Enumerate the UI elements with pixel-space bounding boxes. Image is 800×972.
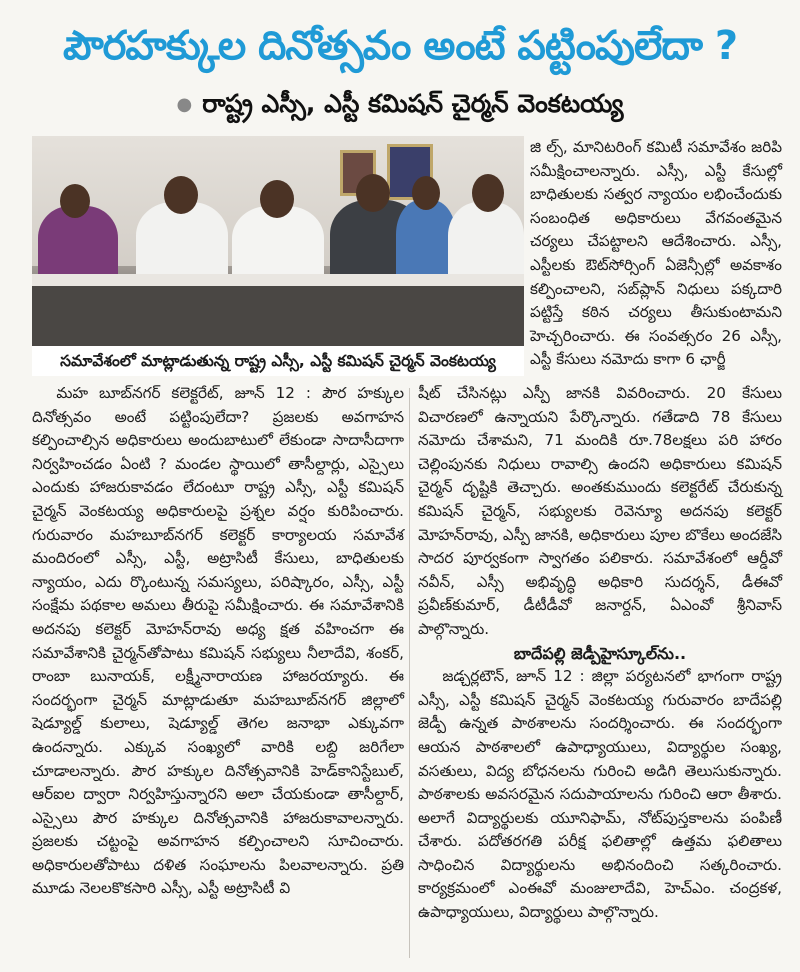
article-column-top-right [530,136,782,372]
subheadline [0,86,800,123]
bullet-icon: ● [176,94,193,115]
photo-caption: సమావేశంలో మాట్లాడుతున్న రాష్ట్ర ఎస్సీ, ఎస్టీ కమిషన్ చైర్మన్ వెంకటయ్య [32,346,524,376]
article-paragraph: జడ్చర్లటౌన్, జూన్ 12 : జిల్లా పర్యటనలో భాగంగా రాష్ట్ర ఎస్సీ, ఎస్టీ కమిషన్ చైర్మన్ వెంకటయ్య గురువారం బాదేపల్లి జెడ్పీ ఉన్నత పాఠశాలను సందర్శించారు. ఈ సందర్భంగా ఆయన పాఠశాలలో ఉపాధ్యాయులు, విద్యార్థుల సంఖ్య, వసతులు, విద్య బోధనలను గురించి అడిగి తెలుసుకున్నారు. పాఠశాలకు అవసరమైన సదుపాయాలను గురించి ఆరా తీశారు. అలాగే విద్యార్థులకు యూనిఫామ్, నోట్‌పుస్తకాలను పంపిణీ చేశారు. పదోతరగతి పరీక్ష ఫలితాల్లో ఉత్తమ ఫలితాలు సాధించిన విద్యార్థులను అభినందించి సత్కరించారు. కార్యక్రమంలో ఎంఈవో మంజులాదేవి, హెచ్‌ఎం. చంద్రకళ, ఉపాధ్యాయులు, విద్యార్థులు పాల్గొన్నారు. [418,667,782,922]
news-photo [32,136,524,346]
section-heading: బాదేపల్లి జెడ్పీహైస్కూల్‌ను.. [513,643,687,663]
article-paragraph: షీట్ చేసినట్లు ఎస్పీ జానకి వివరించారు. 20 కేసులు విచారణలో ఉన్నాయని పేర్కొన్నారు. గతేడాది 78 కేసులు నమోదు చేశామని, 71 మందికి రూ.78లక్షలు పరి హారం చెల్లింపునకు నిధులు రావాల్సి ఉందని అధికారులు కమిషన్ చైర్మన్ దృష్టికి తెచ్చారు. అంతకుముందు కలెక్టరేట్ చేరుకున్న కమిషన్ చైర్మన్, సభ్యులకు రెవెన్యూ అదనపు కలెక్టర్ మోహన్‌రావు, ఎస్పీ జానకి, అధికారులు పూల బొకేలు అందజేసి సాదర పూర్వకంగా స్వాగతం పలికారు. సమావేశంలో ఆర్డీవో నవీన్, ఎస్సీ అభివృద్ధి అధికారి సుదర్శన్, డీఈవో ప్రవీణ్‌కుమార్, డీటీడీవో జనార్దన్, ఏఎంవో శ్రీనివాస్ పాల్గొన్నారు. [418,384,782,638]
column-divider [409,388,410,958]
headline: పౌరహక్కుల దినోత్సవం అంటే పట్టింపులేదా ? [62,23,738,69]
article-paragraph: జి ల్స్, మానిటరింగ్ కమిటీ సమావేశం జరిపి సమీక్షించాలన్నారు. ఎస్సీ, ఎస్టీ కేసుల్లో బాధితులకు సత్వర న్యాయం లభించేందుకు సంబంధిత అధికారులు వేగవంతమైన చర్యలు చేపట్టాలని ఆదేశించారు. ఎస్సీ, ఎస్టీలకు ఔట్‌సోర్సింగ్ ఏజెన్సీల్లో అవకాశం కల్పించాలని, సబ్‌ప్లాన్ నిధులు పక్కదారి పట్టిస్తే కఠిన చర్యలు తీసుకుంటామని హెచ్చరించారు. ఈ సంవత్సరం 26 ఎస్సీ, ఎస్టీ కేసులు నమోదు కాగా 6 ఛార్జీ [530,138,782,369]
article-column-left [32,382,404,901]
article-column-right [418,382,782,925]
subheadline-text: రాష్ట్ర ఎస్సీ, ఎస్టీ కమిషన్ చైర్మన్ వెంకటయ్య [202,89,624,118]
article-paragraph: మహ బూబ్‌నగర్ కలెక్టరేట్, జూన్ 12 : పౌర హక్కుల దినోత్సవం అంటే పట్టింపులేదా? ప్రజలకు అవగాహన కల్పించాల్సిన అధికారులు అందుబాటులో లేకుండా సాదాసీదాగా నిర్వహించడం ఏంటి ? మండల స్థాయిలో తాసీల్దార్లు, ఎస్సైలు ఎందుకు హాజరుకావడం లేదంటూ రాష్ట్ర ఎస్సీ, ఎస్టీ కమిషన్ చైర్మన్ వెంకటయ్య అధికారులపై ప్రశ్నల వర్షం కురిపించారు. గురువారం మహబూబ్‌నగర్ కలెక్టర్ కార్యాలయ సమావేశ మందిరంలో ఎస్సీ, ఎస్టీ, అట్రాసిటీ కేసులు, బాధితులకు న్యాయం, ఎదు ర్కొంటున్న సమస్యలు, పరిష్కారం, ఎస్సీ, ఎస్టీ సంక్షేమ పథకాల అమలు తీరుపై సమీక్షించారు. ఈ సమావేశానికి అదనపు కలెక్టర్ మోహన్‌రావు అధ్య క్షత వహించగా ఈ సమావేశానికి చైర్మన్‌తోపాటు కమిషన్ సభ్యులు నీలాదేవి, శంకర్, రాంబా బునాయక్, లక్ష్మీనారాయణ హాజరయ్యారు. ఈ సందర్భంగా చైర్మన్ మాట్లాడుతూ మహబూబ్‌నగర్ జిల్లాలో షెడ్యూల్డ్ కులాలు, షెడ్యూల్డ్ తెగల జనాభా ఎక్కువగా ఉందన్నారు. ఎక్కువ సంఖ్యలో వారికి లబ్ది జరిగేలా చూడాలన్నారు. పౌర హక్కుల దినోత్సవానికి హెడ్‌కానిస్టేబుల్, ఆర్‌ఐల ద్వారా నిర్వహిస్తున్నారని అలా చేయకుండా తాసీల్దార్, ఎస్సైలు పౌర హక్కుల దినోత్సవానికి హాజరుకావాలన్నారు. ప్రజలకు చట్టంపై అవగాహన కల్పించాలని సూచించారు. అధికారులతోపాటు దళిత సంఘాలను పిలవాలన్నారు. ప్రతి మూడు నెలలకొకసారి ఎస్సీ, ఎస్టీ అట్రాసిటీ వి [32,384,404,898]
